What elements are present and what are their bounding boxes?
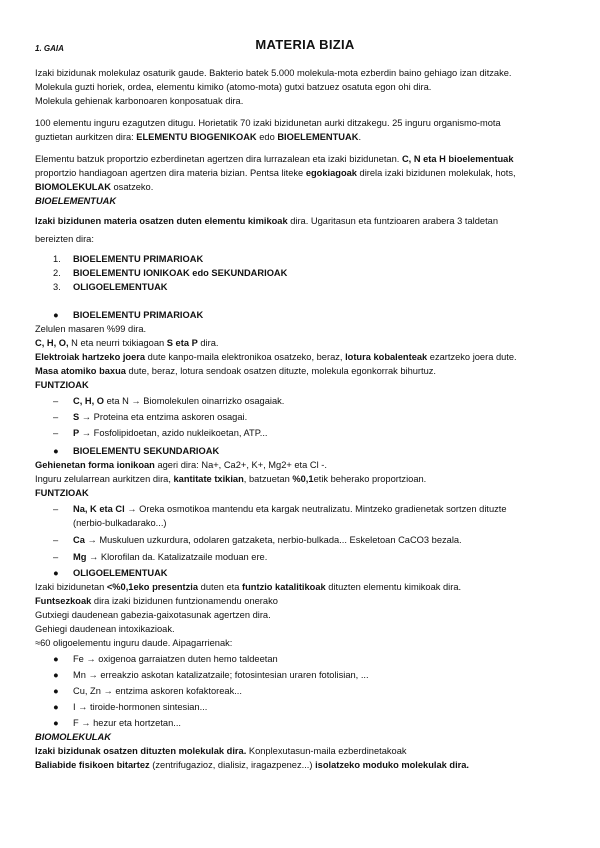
section-heading-biomolekulak: BIOMOLEKULAK — [35, 732, 111, 742]
list-text: Cu, Zn → entzima askoren kofaktoreak... — [73, 686, 242, 696]
text: dituzten elementu kimikoak dira. — [325, 582, 462, 592]
list-text: BIOELEMENTU PRIMARIOAK — [73, 254, 204, 264]
bold-text: Mg — [73, 552, 87, 562]
text: dira. Ugaritasun eta funtzioaren arabera 3 taldetan — [287, 216, 498, 226]
text-line: Gehiegi daudenean intoxikazioak. — [35, 624, 175, 634]
dash-icon: – — [53, 396, 59, 406]
biomolecules-section — [35, 730, 580, 772]
text: → Fosfolipidoetan, azido nukleikoetan, ATP... — [79, 428, 268, 438]
bold-text: isolatzeko moduko molekulak dira. — [315, 760, 470, 770]
list-item — [35, 716, 580, 730]
text: dute, beraz, lotura sendoak osatzen dituzte, molekula egonkorrak bihurtuz. — [125, 366, 437, 376]
proportion-paragraph — [35, 152, 580, 208]
text: → Muskuluen uzkurdura, odolaren gatzaketa, nerbio-bulkada... Eskeletoan CaCO3 bezala. — [84, 535, 462, 545]
bold-text: S — [73, 412, 80, 422]
groups-list — [53, 252, 598, 294]
list-item — [35, 684, 580, 698]
list-number: 3. — [53, 282, 61, 292]
bold-text: Gehienetan forma ionikoan — [35, 460, 155, 470]
header — [35, 38, 575, 58]
bullet-icon: ● — [53, 568, 59, 578]
secondary-section — [35, 444, 580, 564]
list-item — [35, 700, 580, 714]
heading-text: OLIGOELEMENTUAK — [73, 568, 168, 578]
text: , batzuetan — [243, 474, 293, 484]
list-item — [35, 652, 580, 666]
bold-text: C, H, O — [73, 396, 104, 406]
text-line: Gutxiegi daudenean gabezia-gaixotasunak agertzen dira. — [35, 610, 271, 620]
text: → Proteina eta entzima askoren osagai. — [79, 412, 248, 422]
bold-text: BIOMOLEKULAK — [35, 182, 111, 192]
bullet-icon: ● — [53, 686, 59, 696]
text: (zentrifugazioz, dialisiz, iragazpenez...) — [149, 760, 316, 770]
text-line: 100 elementu inguru ezagutzen ditugu. Horietatik 70 izaki bizidunetan aurki ditzakegu. 25 inguru organismo-mota — [35, 118, 501, 128]
bold-text: Ca — [73, 535, 85, 545]
text: duten eta — [198, 582, 243, 592]
text: etik beherako proportzioan. — [313, 474, 427, 484]
text: guztietan aurkitzen dira: — [35, 132, 137, 142]
bold-text: Izaki bizidunen materia osatzen duten elementu kimikoak — [35, 216, 288, 226]
list-number: 1. — [53, 254, 61, 264]
heading-text: BIOELEMENTU SEKUNDARIOAK — [73, 446, 220, 456]
dash-icon: – — [53, 504, 59, 514]
text: proportzio handiagoan agertzen dira materia bizian. Pentsa liteke — [35, 168, 306, 178]
text: eta N → Biomolekulen oinarrizko osagaiak. — [104, 396, 285, 406]
text: Inguru zelularrean aurkitzen dira, — [35, 474, 174, 484]
list-text: OLIGOELEMENTUAK — [73, 282, 168, 292]
primary-section — [35, 308, 580, 440]
text: → Klorofilan da. Katalizatzaile moduan ere. — [86, 552, 268, 562]
bold-text: lotura kobalenteak — [345, 352, 428, 362]
text-line: Izaki bizidunak molekulaz osaturik gaude. Bakterio batek 5.000 molekula-mota ezberdin baino gehiago izan ditzake. — [35, 68, 512, 78]
list-number: 2. — [53, 268, 61, 278]
elements-paragraph — [35, 116, 580, 144]
bio-definition — [35, 214, 580, 246]
text: Konplexutasun-maila ezberdinetakoak — [246, 746, 407, 756]
bullet-icon: ● — [53, 718, 59, 728]
text: dira. — [197, 338, 219, 348]
bold-text: ELEMENTU BIOGENIKOAK — [136, 132, 257, 142]
bullet-icon: ● — [53, 670, 59, 680]
oligo-section — [35, 566, 580, 730]
text: dira izaki bizidunen funtzionamendu onerako — [91, 596, 278, 606]
dash-icon: – — [53, 412, 59, 422]
text-line: Molekula guzti horiek, ordea, elementu kimiko (atomo-mota) gutxi batzuez osatuta egon ohi dira. — [35, 82, 432, 92]
heading-text: BIOELEMENTU PRIMARIOAK — [73, 310, 204, 320]
text: edo — [256, 132, 278, 142]
text-line: ≈60 oligoelementu inguru daude. Aipagarrienak: — [35, 638, 233, 648]
text-line: (nerbio-bulkadarako...) — [73, 518, 167, 528]
list-text: Mn → erreakzio askotan katalizatzaile; fotosintesian uraren fotolisian, ... — [73, 670, 369, 680]
text: direla izaki bizidunen molekulak, hots, — [356, 168, 516, 178]
bold-text: funtzio katalitikoak — [242, 582, 326, 592]
intro-paragraph — [35, 66, 580, 108]
bold-text: Elektroiak hartzeko joera — [35, 352, 146, 362]
bold-text: kantitate txikian — [173, 474, 244, 484]
list-item — [35, 502, 580, 516]
text: ezartzeko joera dute. — [427, 352, 517, 362]
list-item — [53, 252, 598, 266]
functions-label: FUNTZIOAK — [35, 380, 89, 390]
section-heading — [35, 566, 580, 580]
bold-text: Na, K eta Cl — [73, 504, 125, 514]
list-item — [35, 394, 580, 408]
list-item — [53, 266, 598, 280]
bold-text: Masa atomiko baxua — [35, 366, 126, 376]
dash-icon: – — [53, 535, 59, 545]
list-item — [53, 280, 598, 294]
list-text: BIOELEMENTU IONIKOAK edo SEKUNDARIOAK — [73, 268, 288, 278]
list-text: F → hezur eta hortzetan... — [73, 718, 181, 728]
page-title: MATERIA BIZIA — [255, 37, 355, 52]
text: Elementu batzuk proportzio ezberdinetan agertzen dira lurrazalean eta izaki bizidunetan. — [35, 154, 402, 164]
bullet-icon: ● — [53, 654, 59, 664]
text: dute kanpo-maila elektronikoa osatzeko, beraz, — [145, 352, 346, 362]
dash-icon: – — [53, 428, 59, 438]
list-text: Fe → oxigenoa garraiatzen duten hemo taldeetan — [73, 654, 278, 664]
bold-text: C, N eta H bioelementuak — [401, 154, 514, 164]
dash-icon: – — [53, 552, 59, 562]
list-item — [35, 410, 580, 424]
bold-text: egokiagoak — [305, 168, 357, 178]
bullet-icon: ● — [53, 310, 59, 320]
bold-text: Funtsezkoak — [35, 596, 92, 606]
list-item — [35, 533, 580, 547]
list-item — [35, 550, 580, 564]
section-heading-bioelementuak: BIOELEMENTUAK — [35, 196, 117, 206]
bold-text: Baliabide fisikoen bitartez — [35, 760, 150, 770]
chapter-label: 1. GAIA — [35, 44, 64, 53]
bold-text: %0,1 — [292, 474, 314, 484]
bold-text: P — [73, 428, 80, 438]
bold-text: C, H, O, — [35, 338, 69, 348]
text: Izaki bizidunetan — [35, 582, 107, 592]
text: ageri dira: Na+, Ca2+, K+, Mg2+ eta Cl -. — [154, 460, 327, 470]
list-item — [35, 426, 580, 440]
text-line: bereizten dira: — [35, 234, 94, 244]
text: osatzeko. — [110, 182, 154, 192]
bold-text: BIOELEMENTUAK — [277, 132, 359, 142]
section-heading — [35, 308, 580, 322]
text: N eta neurri txikiagoan — [68, 338, 167, 348]
list-item — [35, 668, 580, 682]
text: → Oreka osmotikoa mantendu eta kargak neutralizatu. Mintzeko gradienetak sortzen dituzte — [124, 504, 507, 514]
bullet-icon: ● — [53, 702, 59, 712]
text-line: Zelulen masaren %99 dira. — [35, 324, 147, 334]
bullet-icon: ● — [53, 446, 59, 456]
text-line: Molekula gehienak karbonoaren konposatuak dira. — [35, 96, 244, 106]
list-text: I → tiroide-hormonen sintesian... — [73, 702, 208, 712]
text: . — [358, 132, 362, 142]
functions-label: FUNTZIOAK — [35, 488, 89, 498]
bold-text: Izaki bizidunak osatzen dituzten molekulak dira. — [35, 746, 247, 756]
bold-text: <%0,1eko presentzia — [106, 582, 199, 592]
bold-text: S eta P — [166, 338, 198, 348]
section-heading — [35, 444, 580, 458]
